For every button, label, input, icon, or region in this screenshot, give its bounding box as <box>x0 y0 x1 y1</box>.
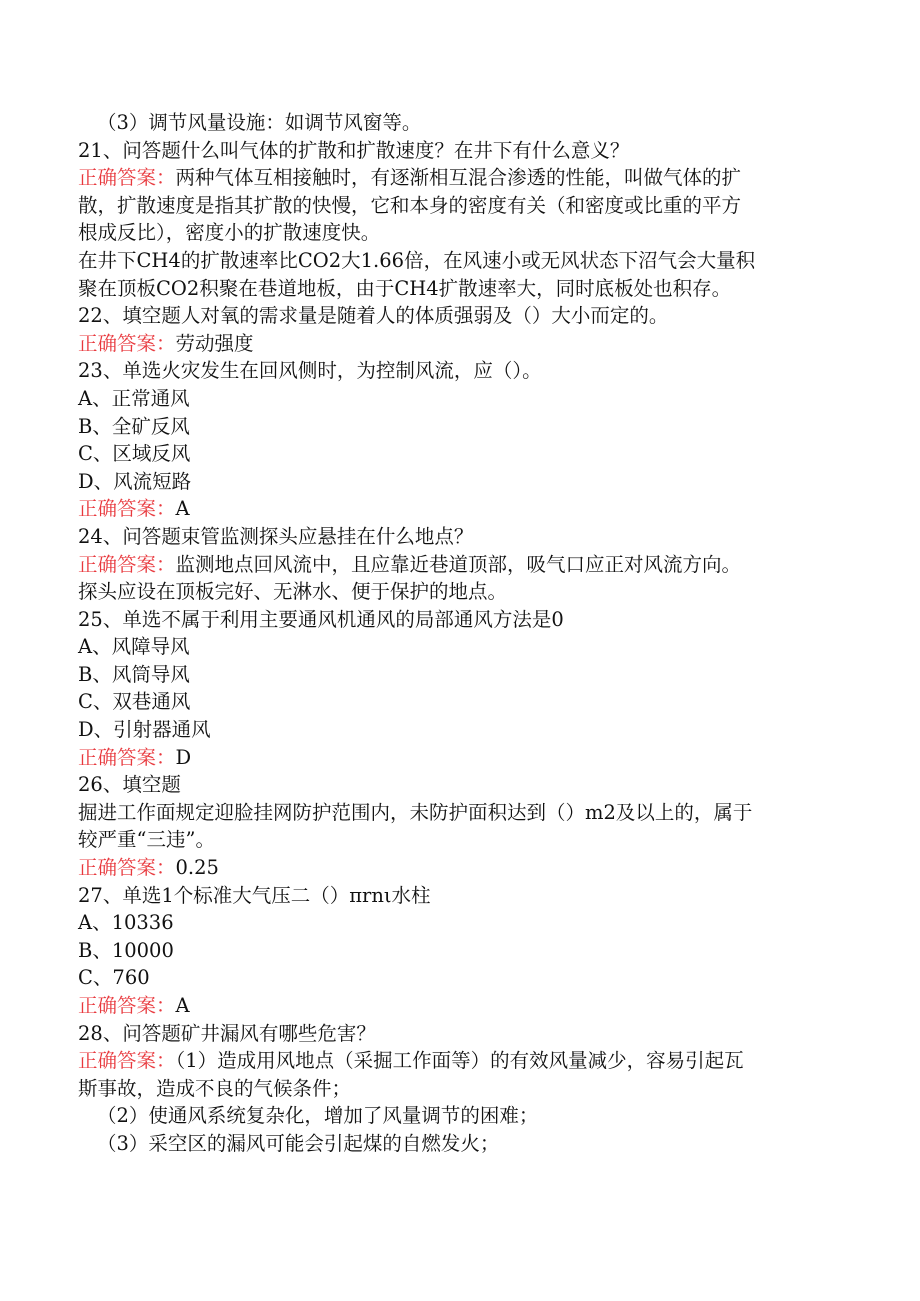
text-line <box>78 219 838 247</box>
line-text: 斯事故，造成不良的气候条件； <box>78 1076 352 1100</box>
text-line <box>78 964 838 992</box>
answer-line <box>78 551 838 579</box>
text-line <box>78 771 838 799</box>
answer-label: 正确答案： <box>78 331 176 355</box>
line-text: 27、单选1个标准大气压二（）πrnι水柱 <box>78 883 431 907</box>
text-line <box>78 302 838 330</box>
line-text: 散，扩散速度是指其扩散的快慢，它和本身的密度有关（和密度或比重的平方 <box>78 193 742 217</box>
text-line <box>78 275 838 303</box>
text-line <box>78 799 838 827</box>
answer-label: 正确答案： <box>78 745 176 769</box>
answer-label: 正确答案： <box>78 856 176 880</box>
answer-text: 监测地点回风流中，且应靠近巷道顶部，吸气口应正对风流方向。 <box>175 552 742 576</box>
text-line <box>78 192 838 220</box>
answer-text: 0.25 <box>175 856 219 880</box>
line-text: （3）调节风量设施：如调节风窗等。 <box>97 111 422 134</box>
text-line <box>78 688 838 716</box>
answer-text: A <box>175 994 190 1017</box>
text-line <box>78 1075 838 1103</box>
answer-label: 正确答案： <box>78 497 176 521</box>
answer-label: 正确答案： <box>78 166 176 190</box>
text-line <box>78 716 838 744</box>
line-text: 在井下CH4的扩散速率比CO2大1.66倍，在风速小或无风状态下沼气会大量积 <box>78 248 756 272</box>
line-text: （3）采空区的漏风可能会引起煤的自燃发火； <box>97 1131 500 1155</box>
line-text: 26、填空题 <box>78 773 181 797</box>
text-line <box>78 247 838 275</box>
line-text: B、10000 <box>78 938 174 962</box>
line-text: A、10336 <box>78 911 174 935</box>
line-text: 22、填空题人对氧的需求量是随着人的体质强弱及（）大小而定的。 <box>78 304 669 328</box>
text-line <box>78 661 838 689</box>
line-text: 24、问答题束管监测探头应悬挂在什么地点？ <box>78 524 474 548</box>
line-text: D、引射器通风 <box>78 718 211 742</box>
answer-label: 正确答案： <box>78 994 176 1017</box>
text-line <box>78 1020 838 1048</box>
answer-label: 正确答案： <box>78 1049 176 1073</box>
line-text: C、区域反风 <box>78 442 191 466</box>
text-line <box>78 882 838 910</box>
text-line <box>78 468 838 496</box>
line-text: 根成反比），密度小的扩散速度快。 <box>78 221 381 245</box>
answer-text: D <box>175 745 192 769</box>
text-line <box>78 1130 838 1158</box>
text-line <box>78 1102 838 1130</box>
text-line <box>78 633 838 661</box>
answer-line <box>78 330 838 358</box>
text-line <box>78 578 838 606</box>
line-text: C、760 <box>78 966 150 990</box>
answer-text: 两种气体互相接触时，有逐渐相互混合渗透的性能，叫做气体的扩 <box>175 166 742 190</box>
text-line <box>78 606 838 634</box>
text-line <box>78 523 838 551</box>
answer-line <box>78 992 838 1020</box>
line-text: 探头应设在顶板完好、无淋水、便于保护的地点。 <box>78 580 508 604</box>
text-line <box>78 826 838 854</box>
line-text: A、正常通风 <box>78 386 190 410</box>
text-line <box>78 137 838 165</box>
answer-line <box>78 1047 838 1075</box>
line-text: 28、问答题矿井漏风有哪些危害？ <box>78 1021 376 1045</box>
text-line <box>78 937 838 965</box>
line-text: 21、问答题什么叫气体的扩散和扩散速度？在井下有什么意义？ <box>78 138 630 162</box>
text-line <box>78 909 838 937</box>
answer-text: A <box>175 497 190 521</box>
line-text: 聚在顶板CO2积聚在巷道地板，由于CH4扩散速率大，同时底板处也积存。 <box>78 276 732 300</box>
answer-line <box>78 744 838 772</box>
answer-text: （1）造成用风地点（采掘工作面等）的有效风量减少，容易引起瓦 <box>175 1049 744 1073</box>
line-text: 较严重“三违”。 <box>78 828 215 852</box>
answer-line <box>78 854 838 882</box>
answer-label: 正确答案： <box>78 552 176 576</box>
line-text: （2）使通风系统复杂化，增加了风量调节的困难； <box>97 1104 539 1128</box>
answer-text: 劳动强度 <box>175 331 254 355</box>
text-line <box>78 385 838 413</box>
line-text: B、全矿反风 <box>78 414 190 438</box>
document-page <box>78 109 838 1158</box>
text-line <box>78 440 838 468</box>
line-text: B、风筒导风 <box>78 662 190 686</box>
line-text: 23、单选火灾发生在回风侧时，为控制风流，应（）。 <box>78 359 542 383</box>
text-line <box>78 357 838 385</box>
line-text: C、双巷通风 <box>78 690 191 714</box>
line-text: 25、单选不属于利用主要通风机通风的局部通风方法是0 <box>78 607 564 631</box>
line-text: D、风流短路 <box>78 469 192 493</box>
answer-line <box>78 495 838 523</box>
text-line <box>78 109 838 137</box>
text-line <box>78 413 838 441</box>
line-text: A、风障导风 <box>78 635 190 659</box>
line-text: 掘进工作面规定迎脸挂网防护范围内，未防护面积达到（）m2及以上的，属于 <box>78 800 753 824</box>
answer-line <box>78 164 838 192</box>
